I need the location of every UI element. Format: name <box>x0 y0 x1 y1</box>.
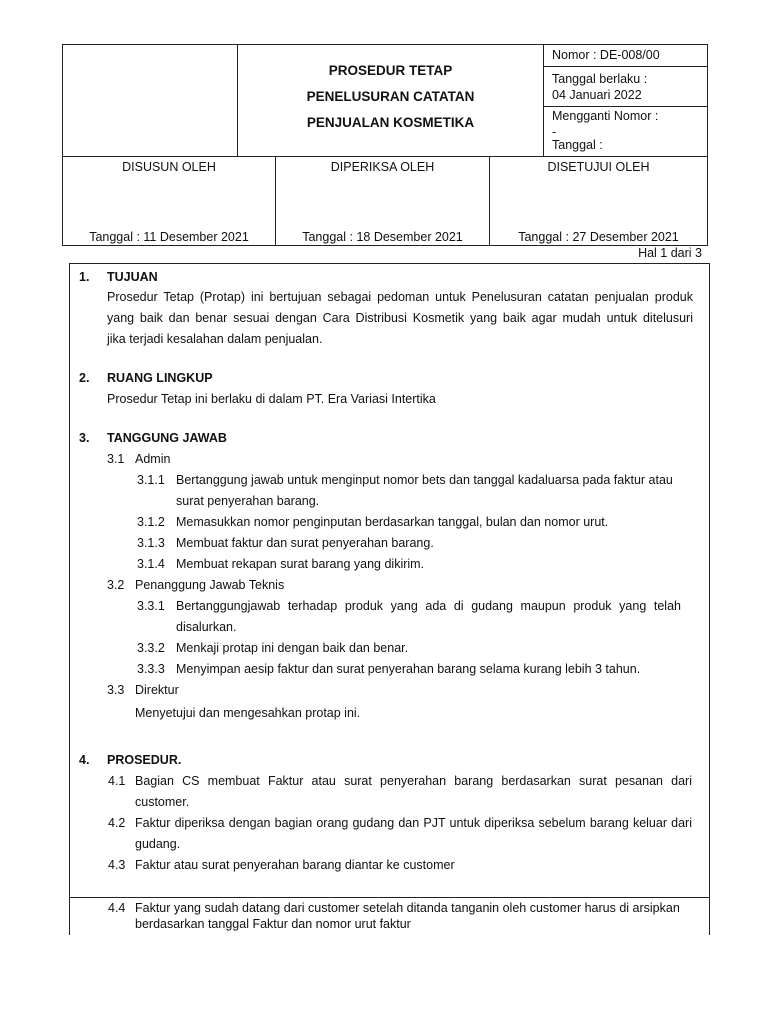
item-3-3-2-number: 3.3.2 <box>137 641 165 655</box>
item-4-1-line-1: Bagian CS membuat Faktur atau surat penyerahan barang berdasarkan surat pesanan dari <box>135 774 692 788</box>
item-3-1-1-number: 3.1.1 <box>137 473 165 487</box>
body-border-right <box>709 263 710 935</box>
header-info-divider-2 <box>543 106 708 107</box>
header-mid-rule <box>62 156 708 157</box>
header-border-left <box>62 44 63 246</box>
item-3-1-3-number: 3.1.3 <box>137 536 165 550</box>
section-4-number: 4. <box>79 753 90 767</box>
section-2-title: RUANG LINGKUP <box>107 371 213 385</box>
item-3-3-1-line-2: disalurkan. <box>176 620 237 634</box>
item-3-1-4-number: 3.1.4 <box>137 557 165 571</box>
replaces-number-value: - <box>552 125 557 139</box>
item-3-1-2-line-1: Memasukkan nomor penginputan berdasarkan tanggal, bulan dan nomor urut. <box>176 515 609 529</box>
section-1-title: TUJUAN <box>107 270 158 284</box>
subsection-3-3-number: 3.3 <box>107 683 125 697</box>
subsection-3-2-label: Penanggung Jawab Teknis <box>135 578 285 592</box>
item-3-1-3-line-1: Membuat faktur dan surat penyerahan barang. <box>176 536 434 550</box>
item-4-2-line-1: Faktur diperiksa dengan bagian orang gudang dan PJT untuk diperiksa sebelum barang keluar dari <box>135 816 692 830</box>
header-border-right <box>707 44 708 246</box>
header-border-bottom <box>62 245 708 246</box>
document-title-line-2: PENELUSURAN CATATAN <box>306 89 475 104</box>
item-4-3-line-1: Faktur atau surat penyerahan barang diantar ke customer <box>135 858 455 872</box>
subsection-3-1-number: 3.1 <box>107 452 125 466</box>
subsection-3-3-label: Direktur <box>135 683 179 697</box>
item-3-3-2-line-1: Menkaji protap ini dengan baik dan benar. <box>176 641 409 655</box>
item-3-1-4-line-1: Membuat rekapan surat barang yang dikirim. <box>176 557 425 571</box>
item-4-1-line-2: customer. <box>135 795 190 809</box>
item-3-3-3-line-1: Menyimpan aesip faktur dan surat penyerahan barang selama kurang lebih 3 tahun. <box>176 662 641 676</box>
body-page-break-rule <box>69 897 710 898</box>
item-4-3-number: 4.3 <box>108 858 126 872</box>
replaces-date-label: Tanggal : <box>552 138 603 152</box>
item-4-4-line-1: Faktur yang sudah datang dari customer setelah ditanda tanganin oleh customer harus di arsipkan <box>135 901 680 915</box>
item-4-4-line-2: berdasarkan tanggal Faktur dan nomor urut faktur <box>135 917 411 931</box>
effective-date-label: Tanggal berlaku : <box>552 72 648 86</box>
section-2-text: Prosedur Tetap ini berlaku di dalam PT. Era Variasi Intertika <box>107 392 436 406</box>
signature-date-prepared: Tanggal : 11 Desember 2021 <box>89 230 249 244</box>
item-3-1-1-line-2: surat penyerahan barang. <box>176 494 320 508</box>
body-border-top <box>69 263 710 264</box>
subsection-3-3-text: Menyetujui dan mengesahkan protap ini. <box>135 706 361 720</box>
subsection-3-2-number: 3.2 <box>107 578 125 592</box>
page-indicator: Hal 1 dari 3 <box>638 246 702 260</box>
item-3-3-3-number: 3.3.3 <box>137 662 165 676</box>
effective-date-value: 04 Januari 2022 <box>552 88 642 102</box>
signature-date-checked: Tanggal : 18 Desember 2021 <box>302 230 463 244</box>
section-1-line-1: Prosedur Tetap (Protap) ini bertujuan sebagai pedoman untuk Penelusuran catatan penjualan produk <box>107 290 693 304</box>
item-4-4-number: 4.4 <box>108 901 126 915</box>
header-info-divider-1 <box>543 66 708 67</box>
section-1-line-2: yang baik dan benar sesuai dengan Cara Distribusi Kosmetik yang baik agar mudah untuk ditelusuri <box>107 311 693 325</box>
item-3-1-1-line-1: Bertanggung jawab untuk menginput nomor bets dan tanggal kadaluarsa pada faktur atau <box>176 473 673 487</box>
signature-role-approved: DISETUJUI OLEH <box>547 160 650 174</box>
signature-role-checked: DIPERIKSA OLEH <box>330 160 435 174</box>
item-3-1-2-number: 3.1.2 <box>137 515 165 529</box>
header-col-divider-2 <box>543 44 544 157</box>
signature-role-prepared: DISUSUN OLEH <box>122 160 216 174</box>
document-number: Nomor : DE-008/00 <box>552 48 660 62</box>
subsection-3-1-label: Admin <box>135 452 171 466</box>
body-border-left <box>69 263 70 935</box>
document-title-line-1: PROSEDUR TETAP <box>328 63 453 78</box>
replaces-number-label: Mengganti Nomor : <box>552 109 659 123</box>
section-2-number: 2. <box>79 371 90 385</box>
item-4-2-line-2: gudang. <box>135 837 181 851</box>
section-3-title: TANGGUNG JAWAB <box>107 431 227 445</box>
section-3-number: 3. <box>79 431 90 445</box>
section-1-number: 1. <box>79 270 90 284</box>
section-1-line-3: jika terjadi kesalahan dalam penjualan. <box>107 332 323 346</box>
item-4-2-number: 4.2 <box>108 816 126 830</box>
item-4-1-number: 4.1 <box>108 774 126 788</box>
header-border-top <box>62 44 708 45</box>
item-3-3-1-line-1: Bertanggungjawab terhadap produk yang ada di gudang maupun produk yang telah <box>176 599 681 613</box>
signature-date-approved: Tanggal : 27 Desember 2021 <box>518 230 679 244</box>
section-4-title: PROSEDUR. <box>107 753 182 767</box>
item-3-3-1-number: 3.3.1 <box>137 599 165 613</box>
document-title-line-3: PENJUALAN KOSMETIKA <box>306 115 475 130</box>
